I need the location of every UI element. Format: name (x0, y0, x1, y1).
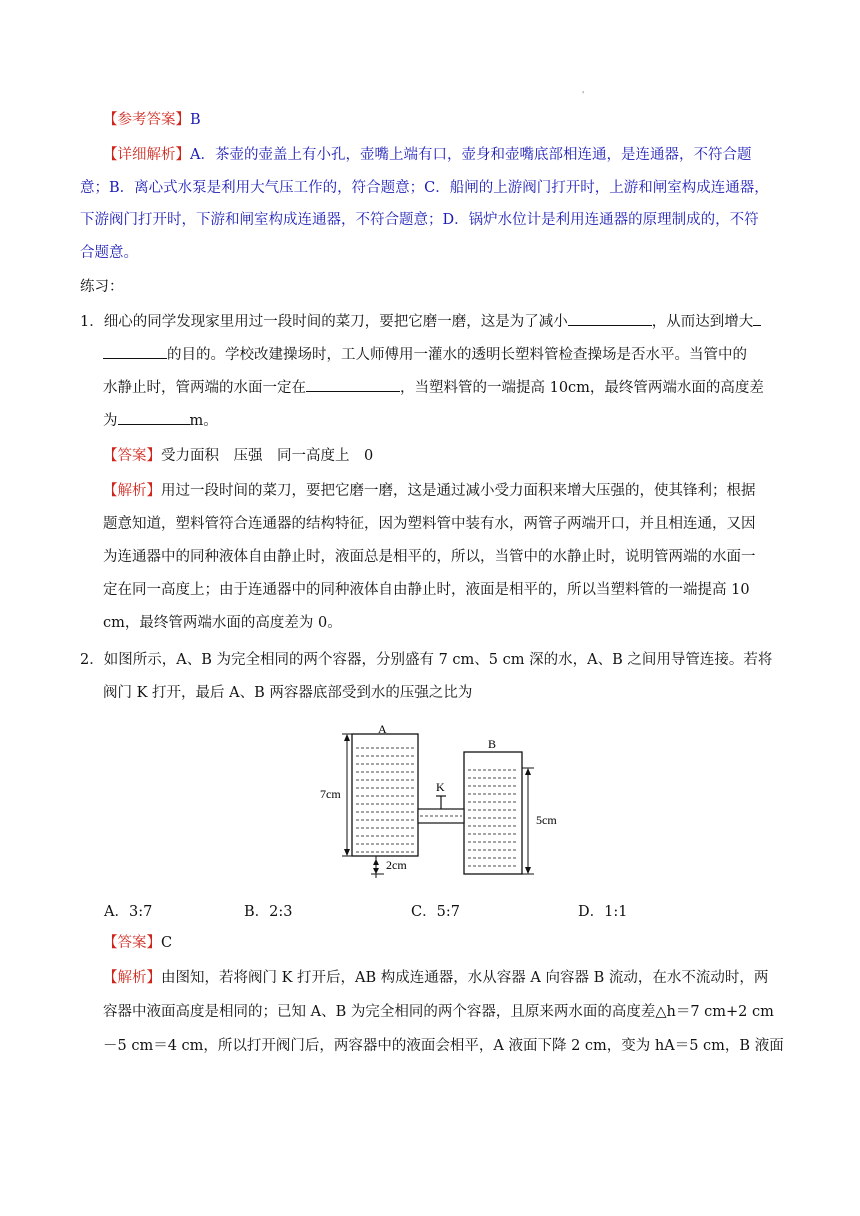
question-1-text: ，当塑料管的一端提高 10cm，最终管两端水面的高度差 (400, 380, 764, 396)
question-1-line-2 (103, 344, 747, 365)
question-2-analysis-line-2: 容器中液面高度是相同的；已知 A、B 为完全相同的两个容器，且原来两水面的高度差△h＝7 cm+2 cm (103, 1004, 774, 1020)
question-1-text: 水静止时，管两端的水面一定在 (103, 380, 306, 396)
question-1-analysis-line-2: 题意知道，塑料管符合连通器的结构特征，因为塑料管中装有水，两管子两端开口，并且相连通，又因 (103, 516, 756, 532)
question-2-options (104, 900, 804, 922)
answer-value: 受力面积 压强 同一高度上 0 (161, 448, 374, 464)
analysis-text: 由图知，若将阀门 K 打开后，AB 构成连通器，水从容器 A 向容器 B 流动，在水不流动时，两 (161, 970, 769, 986)
blank-2-end (103, 344, 167, 359)
detail-analysis-text-1: A．茶壶的壶盖上有小孔，壶嘴上端有口，壶身和壶嘴底部相连通，是连通器，不符合题 (190, 147, 752, 163)
question-2-analysis-line-1 (103, 968, 768, 988)
question-1-analysis-line-1 (103, 481, 756, 501)
option-c[interactable] (411, 900, 460, 921)
analysis-label: 【解析】 (103, 483, 161, 499)
question-1-analysis-line-4: 定在同一高度上；由于连通器中的同种液体自由静止时，液面是相平的，所以当塑料管的一端提高 10 (103, 582, 750, 598)
option-a-key: A． (104, 904, 129, 920)
option-d[interactable] (578, 900, 627, 921)
question-1-line-1 (80, 311, 761, 332)
analysis-label: 【解析】 (103, 970, 161, 986)
question-1-text: 细心的同学发现家里用过一段时间的菜刀，要把它磨一磨，这是为了减小 (103, 314, 568, 330)
answer-label: 【答案】 (103, 935, 161, 951)
water-b (468, 770, 518, 866)
question-2-analysis-line-3: －5 cm＝4 cm，所以打开阀门后，两容器中的液面会相平，A 液面下降 2 cm，变为 hA＝5 cm，B 液面 (103, 1038, 784, 1054)
question-1-text: ，从而达到增大 (651, 314, 754, 330)
water-a (356, 748, 414, 852)
reference-answer-label: 【参考答案】 (103, 112, 190, 128)
question-1-answer (103, 446, 373, 466)
question-2-line-2: 阀门 K 打开，最后 A、B 两容器底部受到水的压强之比为 (103, 685, 473, 701)
dimension-a-label: 7cm (320, 787, 341, 801)
blank-4 (118, 410, 190, 425)
question-2-line-1 (80, 650, 772, 670)
blank-3 (306, 377, 400, 392)
question-1-text: 为 (103, 413, 118, 429)
dimension-pipe-label: 2cm (386, 858, 407, 872)
label-k: K (436, 780, 445, 794)
reference-answer (103, 110, 201, 130)
question-1-line-3 (103, 377, 764, 398)
question-2-text: 如图所示，A、B 为完全相同的两个容器，分别盛有 7 cm、5 cm 深的水，A、B 之间用导管连接。若将 (103, 652, 773, 668)
detail-analysis-line-4: 合题意。 (80, 245, 138, 261)
detail-analysis-line-1 (103, 145, 751, 165)
option-b[interactable] (244, 900, 293, 921)
blank-2-start (753, 311, 761, 326)
option-b-text: 2:3 (269, 904, 293, 920)
connected-vessels-figure (318, 718, 558, 883)
option-a[interactable] (104, 900, 152, 921)
header-mark: ' (582, 90, 585, 99)
container-a (352, 734, 418, 856)
detail-analysis-label: 【详细解析】 (103, 147, 190, 163)
option-c-text: 5:7 (436, 904, 460, 920)
option-b-key: B． (244, 904, 270, 920)
question-1-number: 1． (80, 314, 104, 330)
option-d-key: D． (578, 904, 605, 920)
detail-analysis-line-3: 下游阀门打开时，下游和闸室构成连通器，不符合题意；D．锅炉水位计是利用连通器的原理制成的，不符 (80, 212, 759, 228)
reference-answer-value: B (190, 112, 201, 128)
option-c-key: C． (411, 904, 437, 920)
dimension-b-label: 5cm (536, 813, 557, 827)
practice-label: 练习： (80, 279, 124, 295)
question-2-number: 2． (80, 652, 104, 668)
label-a: A (378, 722, 387, 736)
question-1-analysis-line-5: cm，最终管两端水面的高度差为 0。 (103, 615, 342, 631)
blank-1 (568, 311, 652, 326)
answer-label: 【答案】 (103, 448, 161, 464)
question-1-text: m。 (189, 413, 218, 429)
detail-analysis-line-2: 意；B．离心式水泵是利用大气压工作的，符合题意；C．船闸的上游阀门打开时，上游和闸室构成连通器， (80, 180, 769, 196)
question-1-line-4 (103, 410, 218, 431)
answer-value: C (161, 935, 173, 951)
analysis-text: 用过一段时间的菜刀，要把它磨一磨，这是通过减小受力面积来增大压强的，使其锋利；根据 (161, 483, 756, 499)
label-b: B (488, 737, 497, 751)
question-1-text: 的目的。学校改建操场时，工人师傅用一灌水的透明长塑料管检查操场是否水平。当管中的 (167, 347, 747, 363)
question-2-answer (103, 933, 172, 953)
option-d-text: 1:1 (604, 904, 628, 920)
question-1-analysis-line-3: 为连通器中的同种液体自由静止时，液面总是相平的，所以，当管中的水静止时，说明管两端的水面一 (103, 549, 756, 565)
option-a-text: 3:7 (128, 904, 153, 920)
